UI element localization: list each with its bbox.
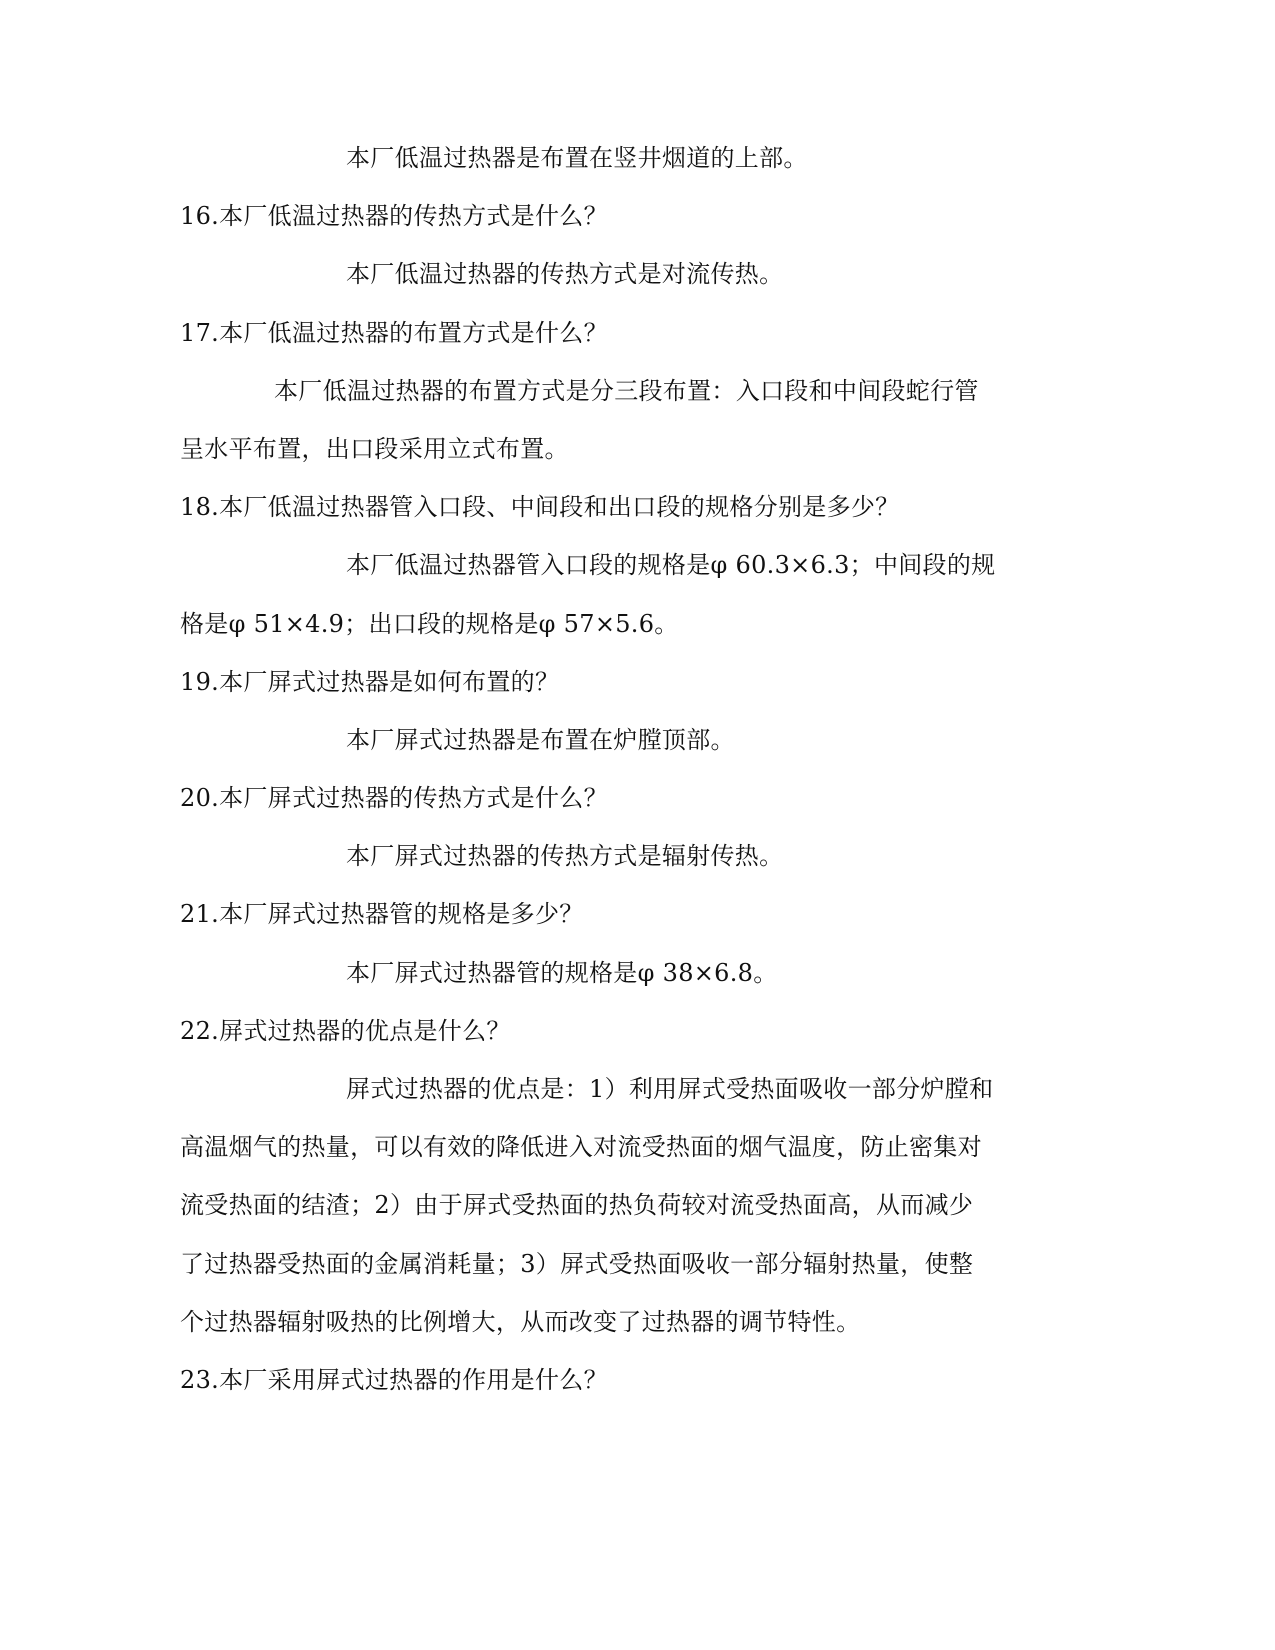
answer-line: 本厂低温过热器管入口段的规格是φ 60.3×6.3；中间段的规 [346, 551, 996, 579]
answer-line: 本厂低温过热器的传热方式是对流传热。 [346, 260, 784, 288]
answer-line: 本厂低温过热器的布置方式是分三段布置：入口段和中间段蛇行管 [274, 377, 979, 405]
answer-line: 呈水平布置，出口段采用立式布置。 [180, 435, 569, 463]
question-line: 22.屏式过热器的优点是什么？ [180, 1017, 511, 1045]
answer-line: 流受热面的结渣；2）由于屏式受热面的热负荷较对流受热面高，从而减少 [180, 1191, 974, 1219]
question-line: 19.本厂屏式过热器是如何布置的？ [180, 668, 560, 696]
question-line: 16.本厂低温过热器的传热方式是什么？ [180, 202, 608, 230]
answer-line: 本厂屏式过热器管的规格是φ 38×6.8。 [346, 959, 778, 987]
question-line: 21.本厂屏式过热器管的规格是多少？ [180, 900, 584, 928]
answer-line: 高温烟气的热量，可以有效的降低进入对流受热面的烟气温度，防止密集对 [180, 1133, 982, 1161]
question-line: 23.本厂采用屏式过热器的作用是什么？ [180, 1366, 608, 1394]
answer-line: 了过热器受热面的金属消耗量；3）屏式受热面吸收一部分辐射热量，使整 [180, 1250, 974, 1278]
question-line: 18.本厂低温过热器管入口段、中间段和出口段的规格分别是多少？ [180, 493, 900, 521]
answer-line: 本厂低温过热器是布置在竖井烟道的上部。 [346, 144, 808, 172]
answer-line: 本厂屏式过热器的传热方式是辐射传热。 [346, 842, 784, 870]
answer-line: 本厂屏式过热器是布置在炉膛顶部。 [346, 726, 735, 754]
answer-line: 个过热器辐射吸热的比例增大，从而改变了过热器的调节特性。 [180, 1308, 861, 1336]
question-line: 17.本厂低温过热器的布置方式是什么？ [180, 319, 608, 347]
answer-line: 格是φ 51×4.9；出口段的规格是φ 57×5.6。 [180, 610, 679, 638]
question-line: 20.本厂屏式过热器的传热方式是什么？ [180, 784, 608, 812]
answer-line: 屏式过热器的优点是：1）利用屏式受热面吸收一部分炉膛和 [346, 1075, 994, 1103]
